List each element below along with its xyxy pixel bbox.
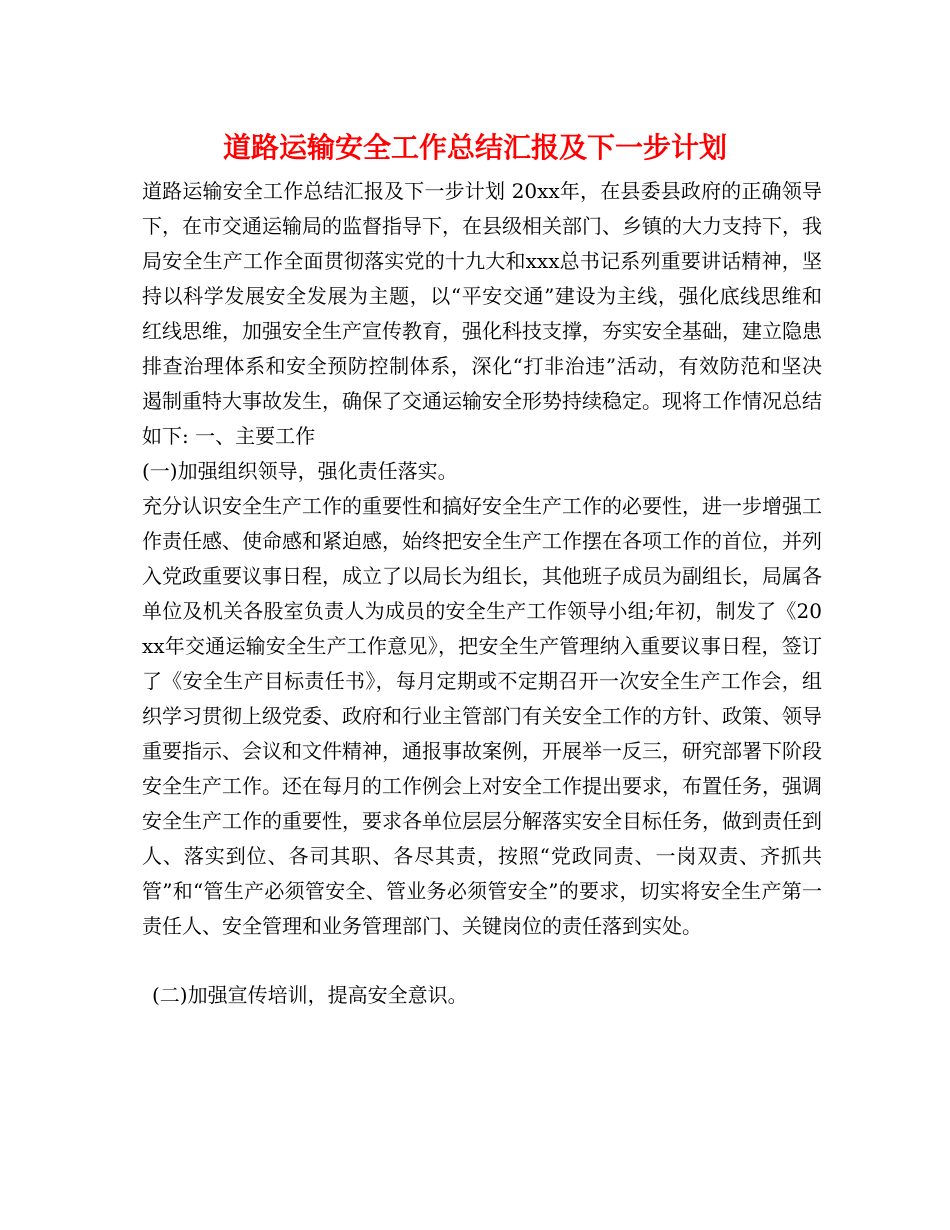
paragraph-spacer [142, 944, 822, 978]
section-heading-1: (一)加强组织领导，强化责任落实。 [142, 459, 458, 483]
section-heading-2: (二)加强宣传培训，提高安全意识。 [152, 983, 468, 1007]
paragraph-intro: 道路运输安全工作总结汇报及下一步计划 20xx年，在县委县政府的正确领导下，在市交通运输局的监督指导下，在县级相关部门、乡镇的大力支持下，我局安全生产工作全面贯彻落实党的十九大和xxx总书记系列重要讲话精神，坚持以科学发展安全发展为主题，以“平安交通”建设为主线，强化底线思维和红线思维，加强安全生产宣传教育，强化科技支撑，夯实安全基础，建立隐患排查治理体系和安全预防控制体系，深化“打非治违”活动，有效防范和坚决遏制重特大事故发生，确保了交通运输安全形势持续稳定。现将工作情况总结如下: 一、主要工作 [142, 179, 822, 448]
paragraph-organization: 充分认识安全生产工作的重要性和搞好安全生产工作的必要性，进一步增强工作责任感、使命感和紧迫感，始终把安全生产工作摆在各项工作的首位，并列入党政重要议事日程，成立了以局长为组长，其他班子成员为副组长，局属各单位及机关各股室负责人为成员的安全生产工作领导小组;年初，制发了《20xx年交通运输安全生产工作意见》，把安全生产管理纳入重要议事日程，签订了《安全生产目标责任书》，每月定期或不定期召开一次安全生产工作会，组织学习贯彻上级党委、政府和行业主管部门有关安全工作的方针、政策、领导重要指示、会议和文件精神，通报事故案例，开展举一反三，研究部署下阶段安全生产工作。还在每月的工作例会上对安全工作提出要求，布置任务，强调安全生产工作的重要性，要求各单位层层分解落实安全目标任务，做到责任到人、落实到位、各司其职、各尽其责，按照“党政同责、一岗双责、齐抓共管”和“管生产必须管安全、管业务必须管安全”的要求，切实将安全生产第一责任人、安全管理和业务管理部门、关键岗位的责任落到实处。 [142, 494, 822, 938]
document-body [142, 174, 822, 1013]
document-title: 道路运输安全工作总结汇报及下一步计划 [222, 131, 727, 164]
